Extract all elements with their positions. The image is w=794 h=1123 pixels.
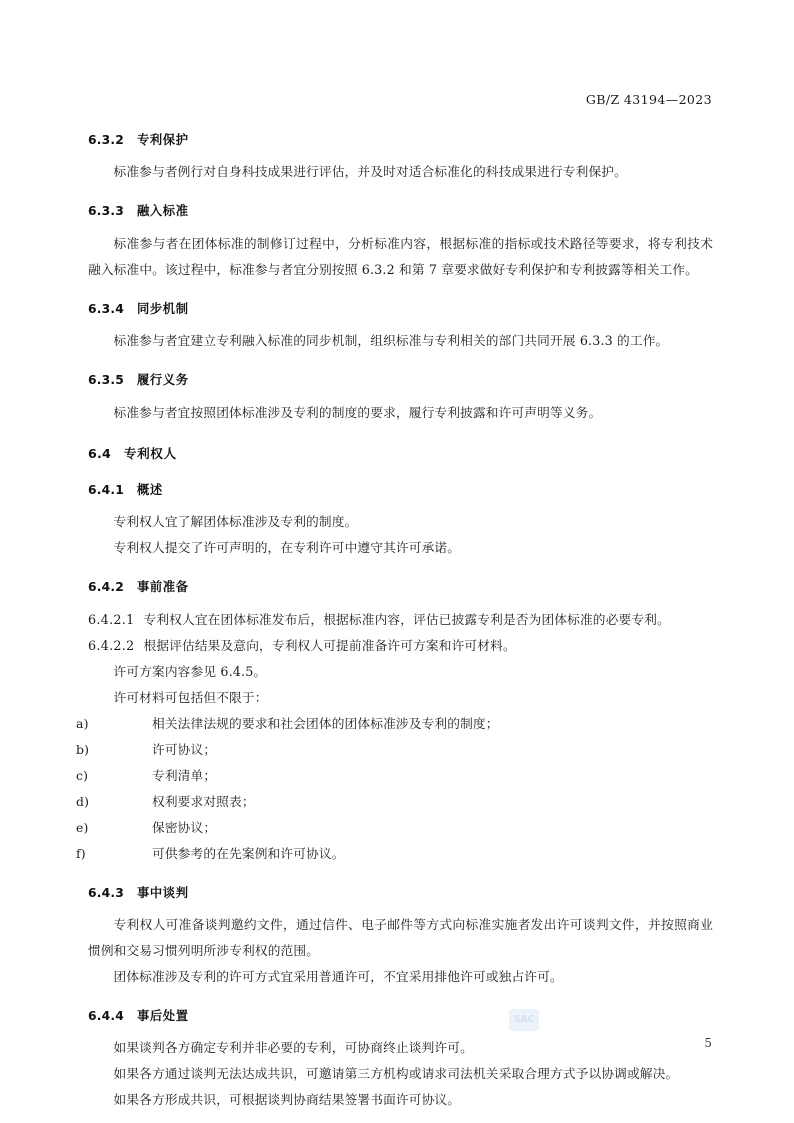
heading-6-3-3-title: 融入标准 — [137, 204, 189, 219]
list-item — [76, 711, 713, 737]
spacer — [88, 561, 713, 578]
heading-6-3-3 — [88, 202, 713, 220]
paragraph-6-4-2-license-scheme: 许可方案内容参见 6.4.5。 — [113, 663, 267, 679]
list-item-label: 相关法律法规的要求和社会团体的团体标准涉及专利的制度； — [152, 715, 499, 731]
spacer — [88, 354, 713, 371]
heading-6-4-2-number: 6.4.2 — [88, 580, 125, 595]
clause-6-4-2-1-number: 6.4.2.1 — [88, 611, 135, 627]
paragraph-6-4-2-license-materials-lead: 许可材料可包括但不限于： — [113, 689, 268, 705]
list-item-marker: c) — [76, 767, 89, 783]
heading-6-3-4 — [88, 300, 713, 318]
heading-6-4 — [88, 445, 713, 464]
clause-6-4-2-1 — [88, 607, 713, 633]
heading-6-4-2 — [88, 578, 713, 596]
heading-6-3-4-number: 6.3.4 — [88, 301, 125, 316]
paragraph-6-4-4-3: 如果各方形成共识，可根据谈判协商结果签署书面许可协议。 — [113, 1092, 461, 1108]
heading-6-4-number: 6.4 — [88, 445, 111, 461]
list-item-label: 可供参考的在先案例和许可协议。 — [152, 845, 345, 861]
spacer — [88, 221, 713, 231]
spacer — [88, 597, 713, 607]
spacer — [88, 390, 713, 400]
heading-6-3-4-title: 同步机制 — [137, 301, 189, 316]
heading-6-3-5-title: 履行义务 — [137, 373, 189, 388]
standard-number: GB/Z 43194—2023 — [585, 92, 712, 107]
heading-6-4-1-number: 6.4.1 — [88, 482, 125, 497]
clause-6-4-2-2 — [88, 633, 713, 659]
spacer — [88, 499, 713, 509]
heading-6-3-2-title: 专利保护 — [137, 133, 189, 147]
heading-6-4-title: 专利权人 — [123, 445, 177, 461]
clause-6-4-2-2-text: 根据评估结果及意向，专利权人可提前准备许可方案和许可材料。 — [143, 637, 516, 653]
list-item-label: 保密协议； — [152, 819, 217, 835]
paragraph-6-4-4-1: 如果谈判各方确定专利并非必要的专利，可协商终止谈判许可。 — [113, 1040, 473, 1056]
spacer — [88, 318, 713, 328]
paragraph-6-4-3-2: 团体标准涉及专利的许可方式宜采用普通许可，不宜采用排他许可或独占许可。 — [113, 968, 563, 984]
heading-6-3-2-number: 6.3.2 — [88, 133, 125, 147]
clause-6-4-2-2-number: 6.4.2.2 — [88, 637, 135, 653]
heading-6-4-1-title: 概述 — [137, 482, 163, 497]
paragraph-6-4-4-2: 如果各方通过谈判无法达成共识，可邀请第三方机构或请求司法机关采取合理方式予以协调或解决。 — [113, 1066, 679, 1082]
heading-6-4-3-title: 事中谈判 — [137, 885, 189, 900]
list-item-label: 权利要求对照表； — [152, 793, 255, 809]
list-item-marker: b) — [76, 741, 90, 757]
heading-6-3-2 — [88, 131, 713, 149]
list-item-marker: d) — [76, 793, 90, 809]
heading-6-3-5 — [88, 371, 713, 389]
heading-6-4-4-number: 6.4.4 — [88, 1008, 125, 1023]
heading-6-3-3-number: 6.3.3 — [88, 204, 125, 219]
heading-6-3-5-number: 6.3.5 — [88, 373, 125, 388]
paragraph-6-3-2-1: 标准参与者例行对自身科技成果进行评估，并及时对适合标准化的科技成果进行专利保护。 — [113, 164, 627, 180]
list-item — [76, 763, 713, 789]
list-item-label: 专利清单； — [152, 767, 217, 783]
paragraph-6-3-5-1: 标准参与者宜按照团体标准涉及专利的制度的要求，履行专利披露和许可声明等义务。 — [113, 404, 602, 420]
list-item-marker: a) — [76, 715, 89, 731]
list-item-marker: e) — [76, 819, 89, 835]
heading-6-4-3 — [88, 884, 713, 902]
paragraph-6-4-1-2: 专利权人提交了许可声明的，在专利许可中遵守其许可承诺。 — [113, 540, 461, 556]
heading-6-4-4 — [88, 1007, 713, 1025]
page-content — [76, 131, 713, 1113]
page-number: 5 — [704, 1036, 712, 1050]
clause-6-4-2-1-text: 专利权人宜在团体标准发布后，根据标准内容，评估已披露专利是否为团体标准的必要专利。 — [143, 611, 670, 627]
paragraph-6-3-3-1: 标准参与者在团体标准的制修订过程中，分析标准内容，根据标准的指标或技术路径等要求，将专利技术融入标准中。该过程中，标准参与者宜分别按照 6.3.2 和第 7 章要求做好专利保护和专利披露等相关工作。 — [88, 235, 713, 277]
heading-6-4-4-title: 事后处置 — [137, 1008, 189, 1023]
page-header — [88, 89, 712, 109]
paragraph-6-3-4-1: 标准参与者宜建立专利融入标准的同步机制，组织标准与专利相关的部门共同开展 6.3.3 的工作。 — [113, 333, 669, 349]
heading-6-4-3-number: 6.4.3 — [88, 885, 125, 900]
spacer — [88, 867, 713, 884]
spacer — [88, 426, 713, 445]
sac-watermark-logo: SAC — [509, 1009, 539, 1031]
spacer — [88, 464, 713, 481]
license-materials-list — [76, 711, 713, 867]
list-item — [76, 815, 713, 841]
list-item — [76, 737, 713, 763]
heading-6-4-1 — [88, 481, 713, 499]
spacer — [88, 185, 713, 202]
spacer — [88, 283, 713, 300]
list-item — [76, 789, 713, 815]
list-item-label: 许可协议； — [152, 741, 217, 757]
heading-6-4-2-title: 事前准备 — [137, 580, 189, 595]
page-footer — [88, 1032, 712, 1051]
list-item — [76, 841, 713, 867]
spacer — [88, 149, 713, 159]
spacer — [88, 902, 713, 912]
paragraph-6-4-3-1: 专利权人可准备谈判邀约文件，通过信件、电子邮件等方式向标准实施者发出许可谈判文件，并按照商业惯例和交易习惯列明所涉专利权的范围。 — [88, 916, 713, 958]
paragraph-6-4-1-1: 专利权人宜了解团体标准涉及专利的制度。 — [113, 514, 358, 530]
spacer — [88, 990, 713, 1007]
list-item-marker: f) — [76, 845, 86, 861]
